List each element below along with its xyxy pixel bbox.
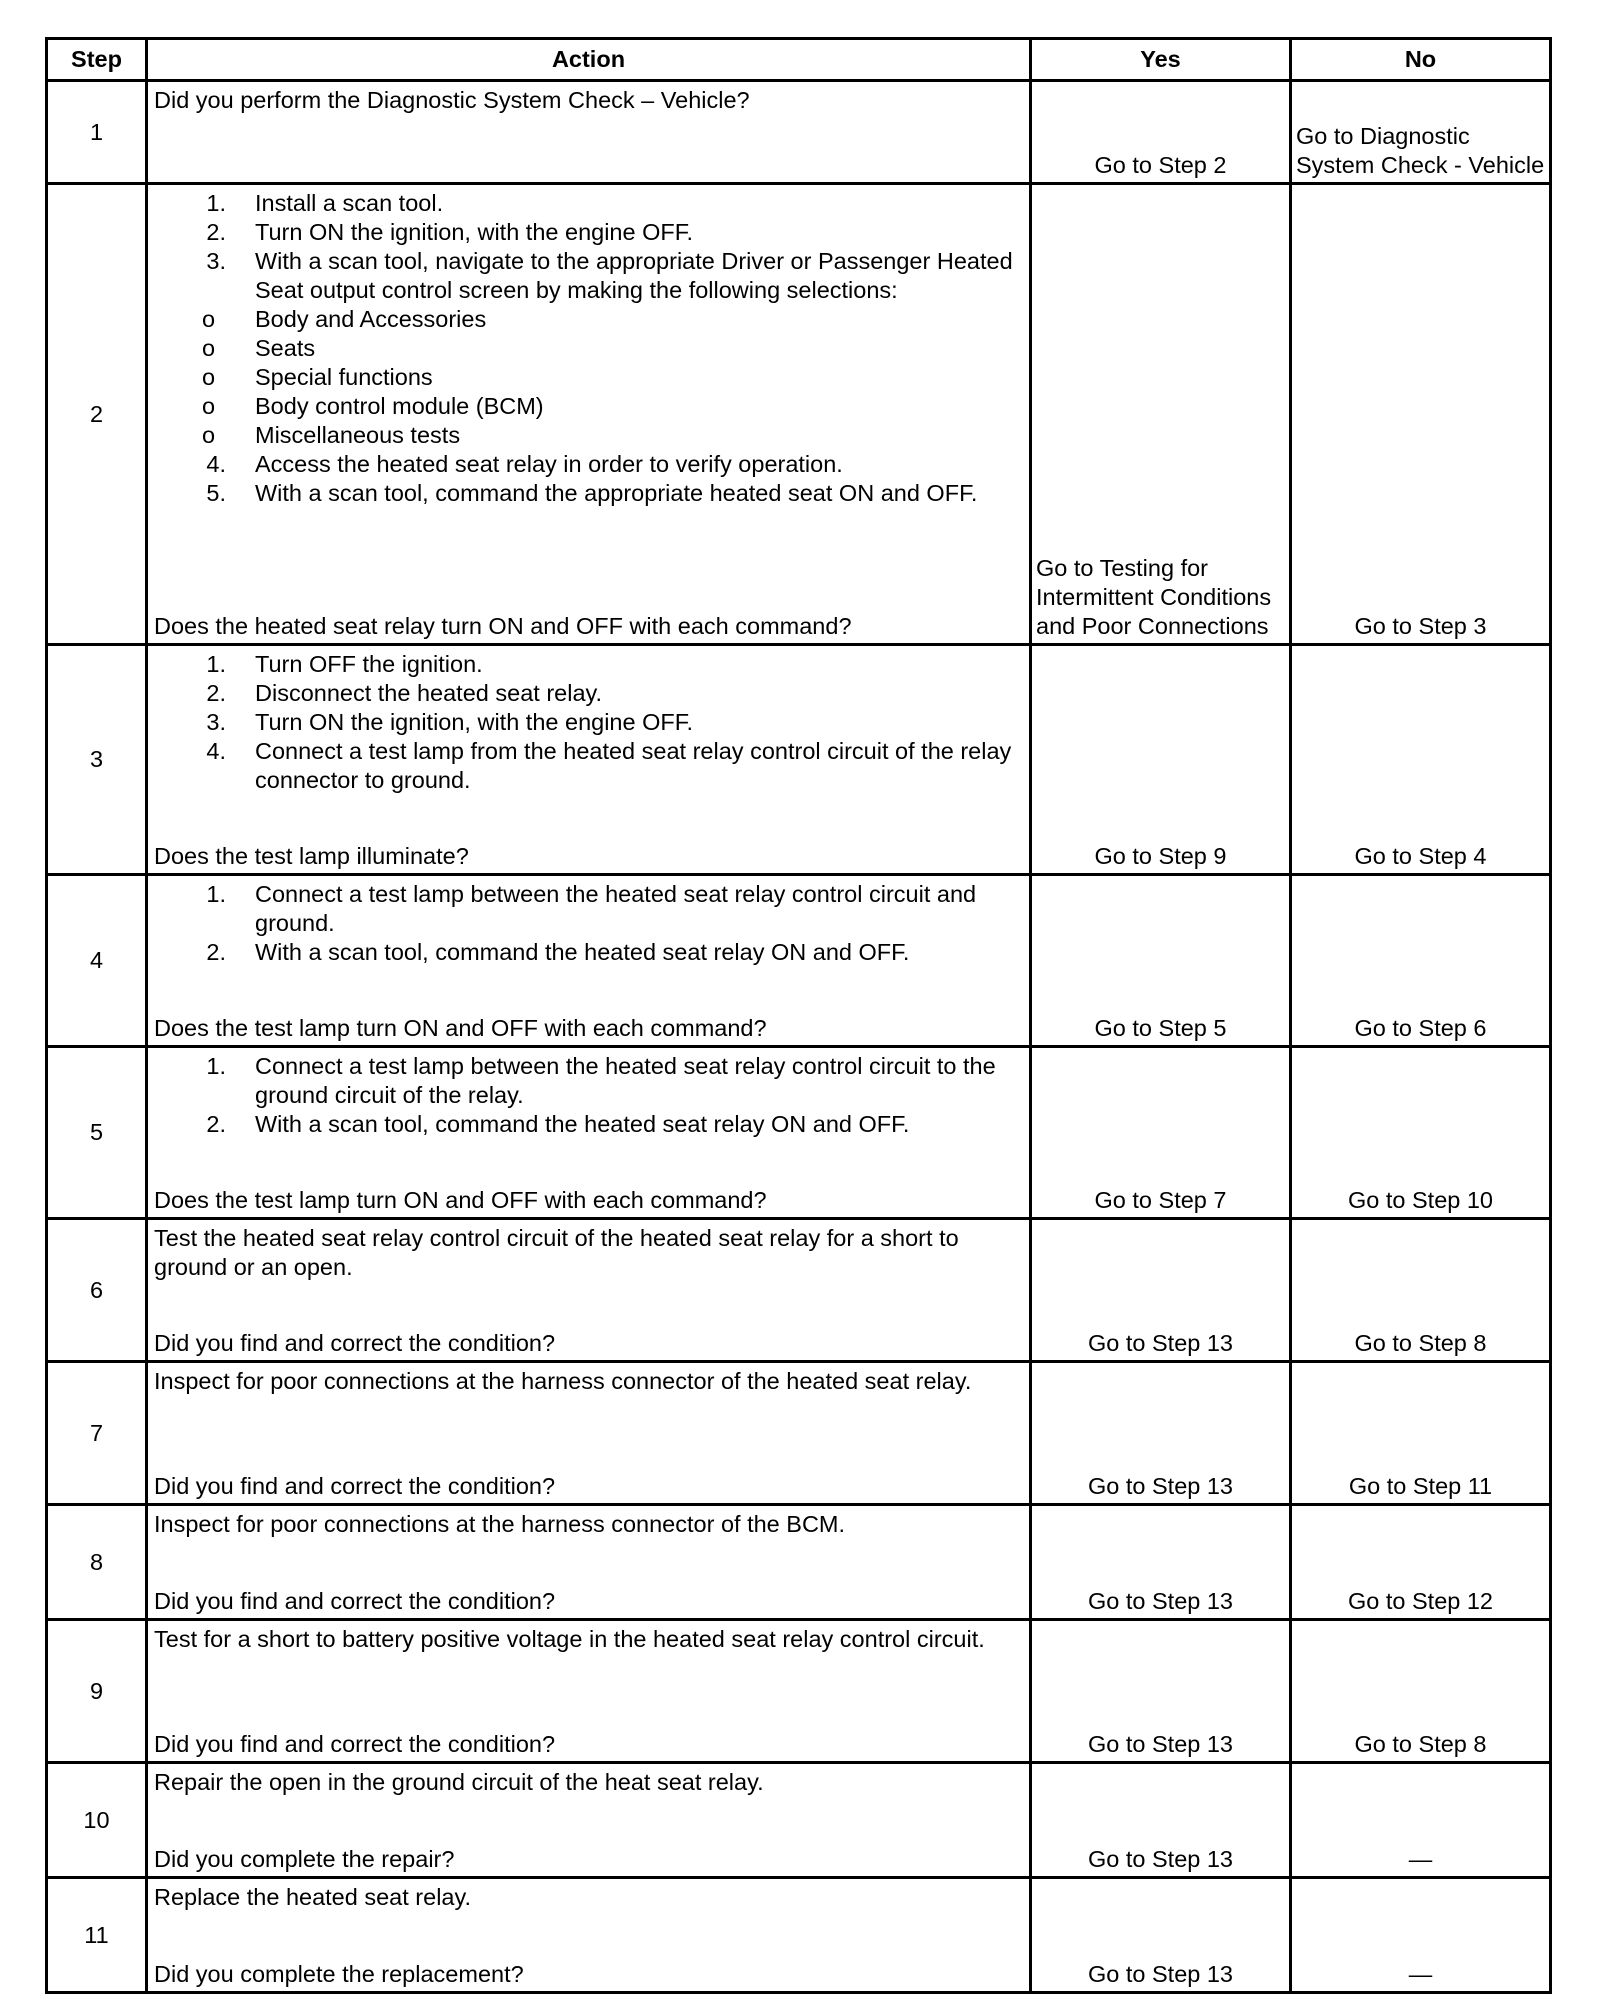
step-list-item [154,938,1023,967]
action-question: Did you find and correct the condition? [154,1731,556,1757]
action-text: Inspect for poor connections at the harness connector of the heated seat relay. [154,1368,972,1394]
action-content [154,1052,1023,1215]
action-question: Did you complete the replacement? [154,1961,524,1987]
step-number: 7 [47,1362,147,1505]
step-list-number: 1. [206,190,226,216]
step-list-text: With a scan tool, command the heated seat relay ON and OFF. [255,939,910,965]
table-row [47,1047,1551,1219]
header-row [47,39,1551,81]
action-instructions [154,86,1023,115]
bullet-icon: o [202,422,216,448]
step-list-item [154,1052,1023,1110]
step-list-item [154,247,1023,305]
yes-result: Go to Step 13 [1031,1505,1291,1620]
selection-list [154,305,1023,450]
bullet-icon: o [202,393,216,419]
selection-text: Special functions [255,364,433,390]
no-result: Go to Step 11 [1291,1362,1551,1505]
action-text: Test for a short to battery positive voltage in the heated seat relay control circuit. [154,1626,985,1652]
no-result: Go to Step 8 [1291,1219,1551,1362]
step-list-text: Turn ON the ignition, with the engine OFF. [255,709,694,735]
action-instructions [154,650,1023,795]
action-content [154,1625,1023,1759]
action-text: Inspect for poor connections at the harness connector of the BCM. [154,1511,846,1537]
no-result: Go to Step 8 [1291,1620,1551,1763]
action-content [154,189,1023,641]
step-list-item [154,450,1023,479]
step-list-number: 1. [206,1053,226,1079]
step-number: 4 [47,875,147,1047]
selection-item [154,305,1023,334]
header-step: Step [47,39,147,81]
step-list-number: 1. [206,881,226,907]
yes-result: Go to Step 9 [1031,645,1291,875]
action-instructions [154,189,1023,508]
step-number: 8 [47,1505,147,1620]
table-row [47,1219,1551,1362]
step-list-text: Connect a test lamp from the heated seat relay control circuit of the relay connector to ground. [255,738,1012,793]
selection-text: Miscellaneous tests [255,422,461,448]
action-question: Does the test lamp turn ON and OFF with each command? [154,1015,767,1041]
selection-item [154,392,1023,421]
step-list-number: 2. [206,680,226,706]
step-list-item [154,708,1023,737]
action-cell [147,1505,1031,1620]
step-list [154,1052,1023,1139]
selection-item [154,363,1023,392]
yes-result: Go to Step 7 [1031,1047,1291,1219]
action-instructions [154,1768,1023,1797]
yes-result: Go to Step 13 [1031,1620,1291,1763]
step-list-text: Access the heated seat relay in order to verify operation. [255,451,843,477]
step-list-continued [154,450,1023,508]
action-cell [147,645,1031,875]
bullet-icon: o [202,306,216,332]
action-instructions [154,1510,1023,1539]
action-question: Did you find and correct the condition? [154,1588,556,1614]
action-content [154,650,1023,871]
bullet-icon: o [202,364,216,390]
action-cell [147,1878,1031,1993]
action-instructions [154,1367,1023,1396]
yes-result: Go to Step 13 [1031,1362,1291,1505]
step-list-number: 2. [206,939,226,965]
action-text: Replace the heated seat relay. [154,1884,472,1910]
step-list-text: Disconnect the heated seat relay. [255,680,603,706]
step-list-item [154,1110,1023,1139]
selection-text: Body control module (BCM) [255,393,544,419]
step-list-text: Connect a test lamp between the heated seat relay control circuit and ground. [255,881,977,936]
header-yes: Yes [1031,39,1291,81]
table-row [47,1362,1551,1505]
action-question: Did you complete the repair? [154,1846,455,1872]
step-list [154,880,1023,967]
action-content [154,1883,1023,1989]
action-instructions [154,1224,1023,1282]
step-list-number: 3. [206,248,226,274]
action-cell [147,1362,1031,1505]
step-number: 9 [47,1620,147,1763]
action-instructions [154,880,1023,967]
step-list-text: Connect a test lamp between the heated seat relay control circuit to the ground circuit of the relay. [255,1053,996,1108]
no-result: Go to Step 10 [1291,1047,1551,1219]
action-cell [147,1047,1031,1219]
action-content [154,1768,1023,1874]
step-list-number: 1. [206,651,226,677]
bullet-icon: o [202,335,216,361]
action-instructions [154,1052,1023,1139]
no-result: Go to Diagnostic System Check - Vehicle [1291,81,1551,184]
action-cell [147,184,1031,645]
step-list-item [154,679,1023,708]
table-body [47,81,1551,1993]
action-cell [147,1763,1031,1878]
yes-result: Go to Step 5 [1031,875,1291,1047]
table-row [47,1620,1551,1763]
step-number: 3 [47,645,147,875]
yes-result: Go to Step 13 [1031,1763,1291,1878]
yes-result: Go to Step 13 [1031,1219,1291,1362]
action-cell [147,81,1031,184]
step-list-text: Install a scan tool. [255,190,444,216]
step-list-item [154,737,1023,795]
header-no: No [1291,39,1551,81]
step-list-number: 4. [206,451,226,477]
step-number: 10 [47,1763,147,1878]
step-list-item [154,650,1023,679]
action-text: Did you perform the Diagnostic System Check – Vehicle? [154,87,750,113]
action-question: Does the test lamp turn ON and OFF with each command? [154,1187,767,1213]
step-number: 1 [47,81,147,184]
action-content [154,1510,1023,1616]
action-content [154,86,1023,180]
selection-item [154,334,1023,363]
action-content [154,1367,1023,1501]
step-list [154,189,1023,305]
action-instructions [154,1625,1023,1654]
action-text: Repair the open in the ground circuit of the heat seat relay. [154,1769,764,1795]
step-list-item [154,189,1023,218]
action-content [154,1224,1023,1358]
step-number: 5 [47,1047,147,1219]
table-row [47,1878,1551,1993]
table-row [47,875,1551,1047]
no-result: Go to Step 4 [1291,645,1551,875]
yes-result: Go to Testing for Intermittent Conditions and Poor Connections [1031,184,1291,645]
step-list-text: With a scan tool, command the heated seat relay ON and OFF. [255,1111,910,1137]
step-list-text: With a scan tool, command the appropriate heated seat ON and OFF. [255,480,978,506]
selection-text: Seats [255,335,316,361]
yes-result: Go to Step 2 [1031,81,1291,184]
step-list-number: 3. [206,709,226,735]
selection-item [154,421,1023,450]
step-number: 11 [47,1878,147,1993]
no-result: — [1291,1878,1551,1993]
table-row [47,184,1551,645]
no-result: Go to Step 6 [1291,875,1551,1047]
diagnostic-table [45,37,1552,1994]
step-list [154,650,1023,795]
action-question: Does the heated seat relay turn ON and OFF with each command? [154,613,852,639]
action-question: Did you find and correct the condition? [154,1473,556,1499]
table-row [47,81,1551,184]
action-text: Test the heated seat relay control circuit of the heated seat relay for a short to ground or an open. [154,1225,959,1280]
no-result: Go to Step 3 [1291,184,1551,645]
step-list-number: 2. [206,1111,226,1137]
step-list-item [154,479,1023,508]
step-number: 6 [47,1219,147,1362]
step-list-item [154,880,1023,938]
action-instructions [154,1883,1023,1912]
selection-text: Body and Accessories [255,306,487,332]
action-question: Did you find and correct the condition? [154,1330,556,1356]
no-result: — [1291,1763,1551,1878]
action-content [154,880,1023,1043]
step-list-text: Turn OFF the ignition. [255,651,483,677]
no-result: Go to Step 12 [1291,1505,1551,1620]
step-list-text: Turn ON the ignition, with the engine OFF. [255,219,694,245]
header-action: Action [147,39,1031,81]
step-number: 2 [47,184,147,645]
yes-result: Go to Step 13 [1031,1878,1291,1993]
step-list-item [154,218,1023,247]
action-cell [147,1620,1031,1763]
step-list-text: With a scan tool, navigate to the appropriate Driver or Passenger Heated Seat output control screen by making the following selections: [255,248,1013,303]
table-row [47,645,1551,875]
step-list-number: 4. [206,738,226,764]
step-list-number: 5. [206,480,226,506]
step-list-number: 2. [206,219,226,245]
action-cell [147,1219,1031,1362]
table-row [47,1763,1551,1878]
action-cell [147,875,1031,1047]
table-row [47,1505,1551,1620]
action-question: Does the test lamp illuminate? [154,843,469,869]
